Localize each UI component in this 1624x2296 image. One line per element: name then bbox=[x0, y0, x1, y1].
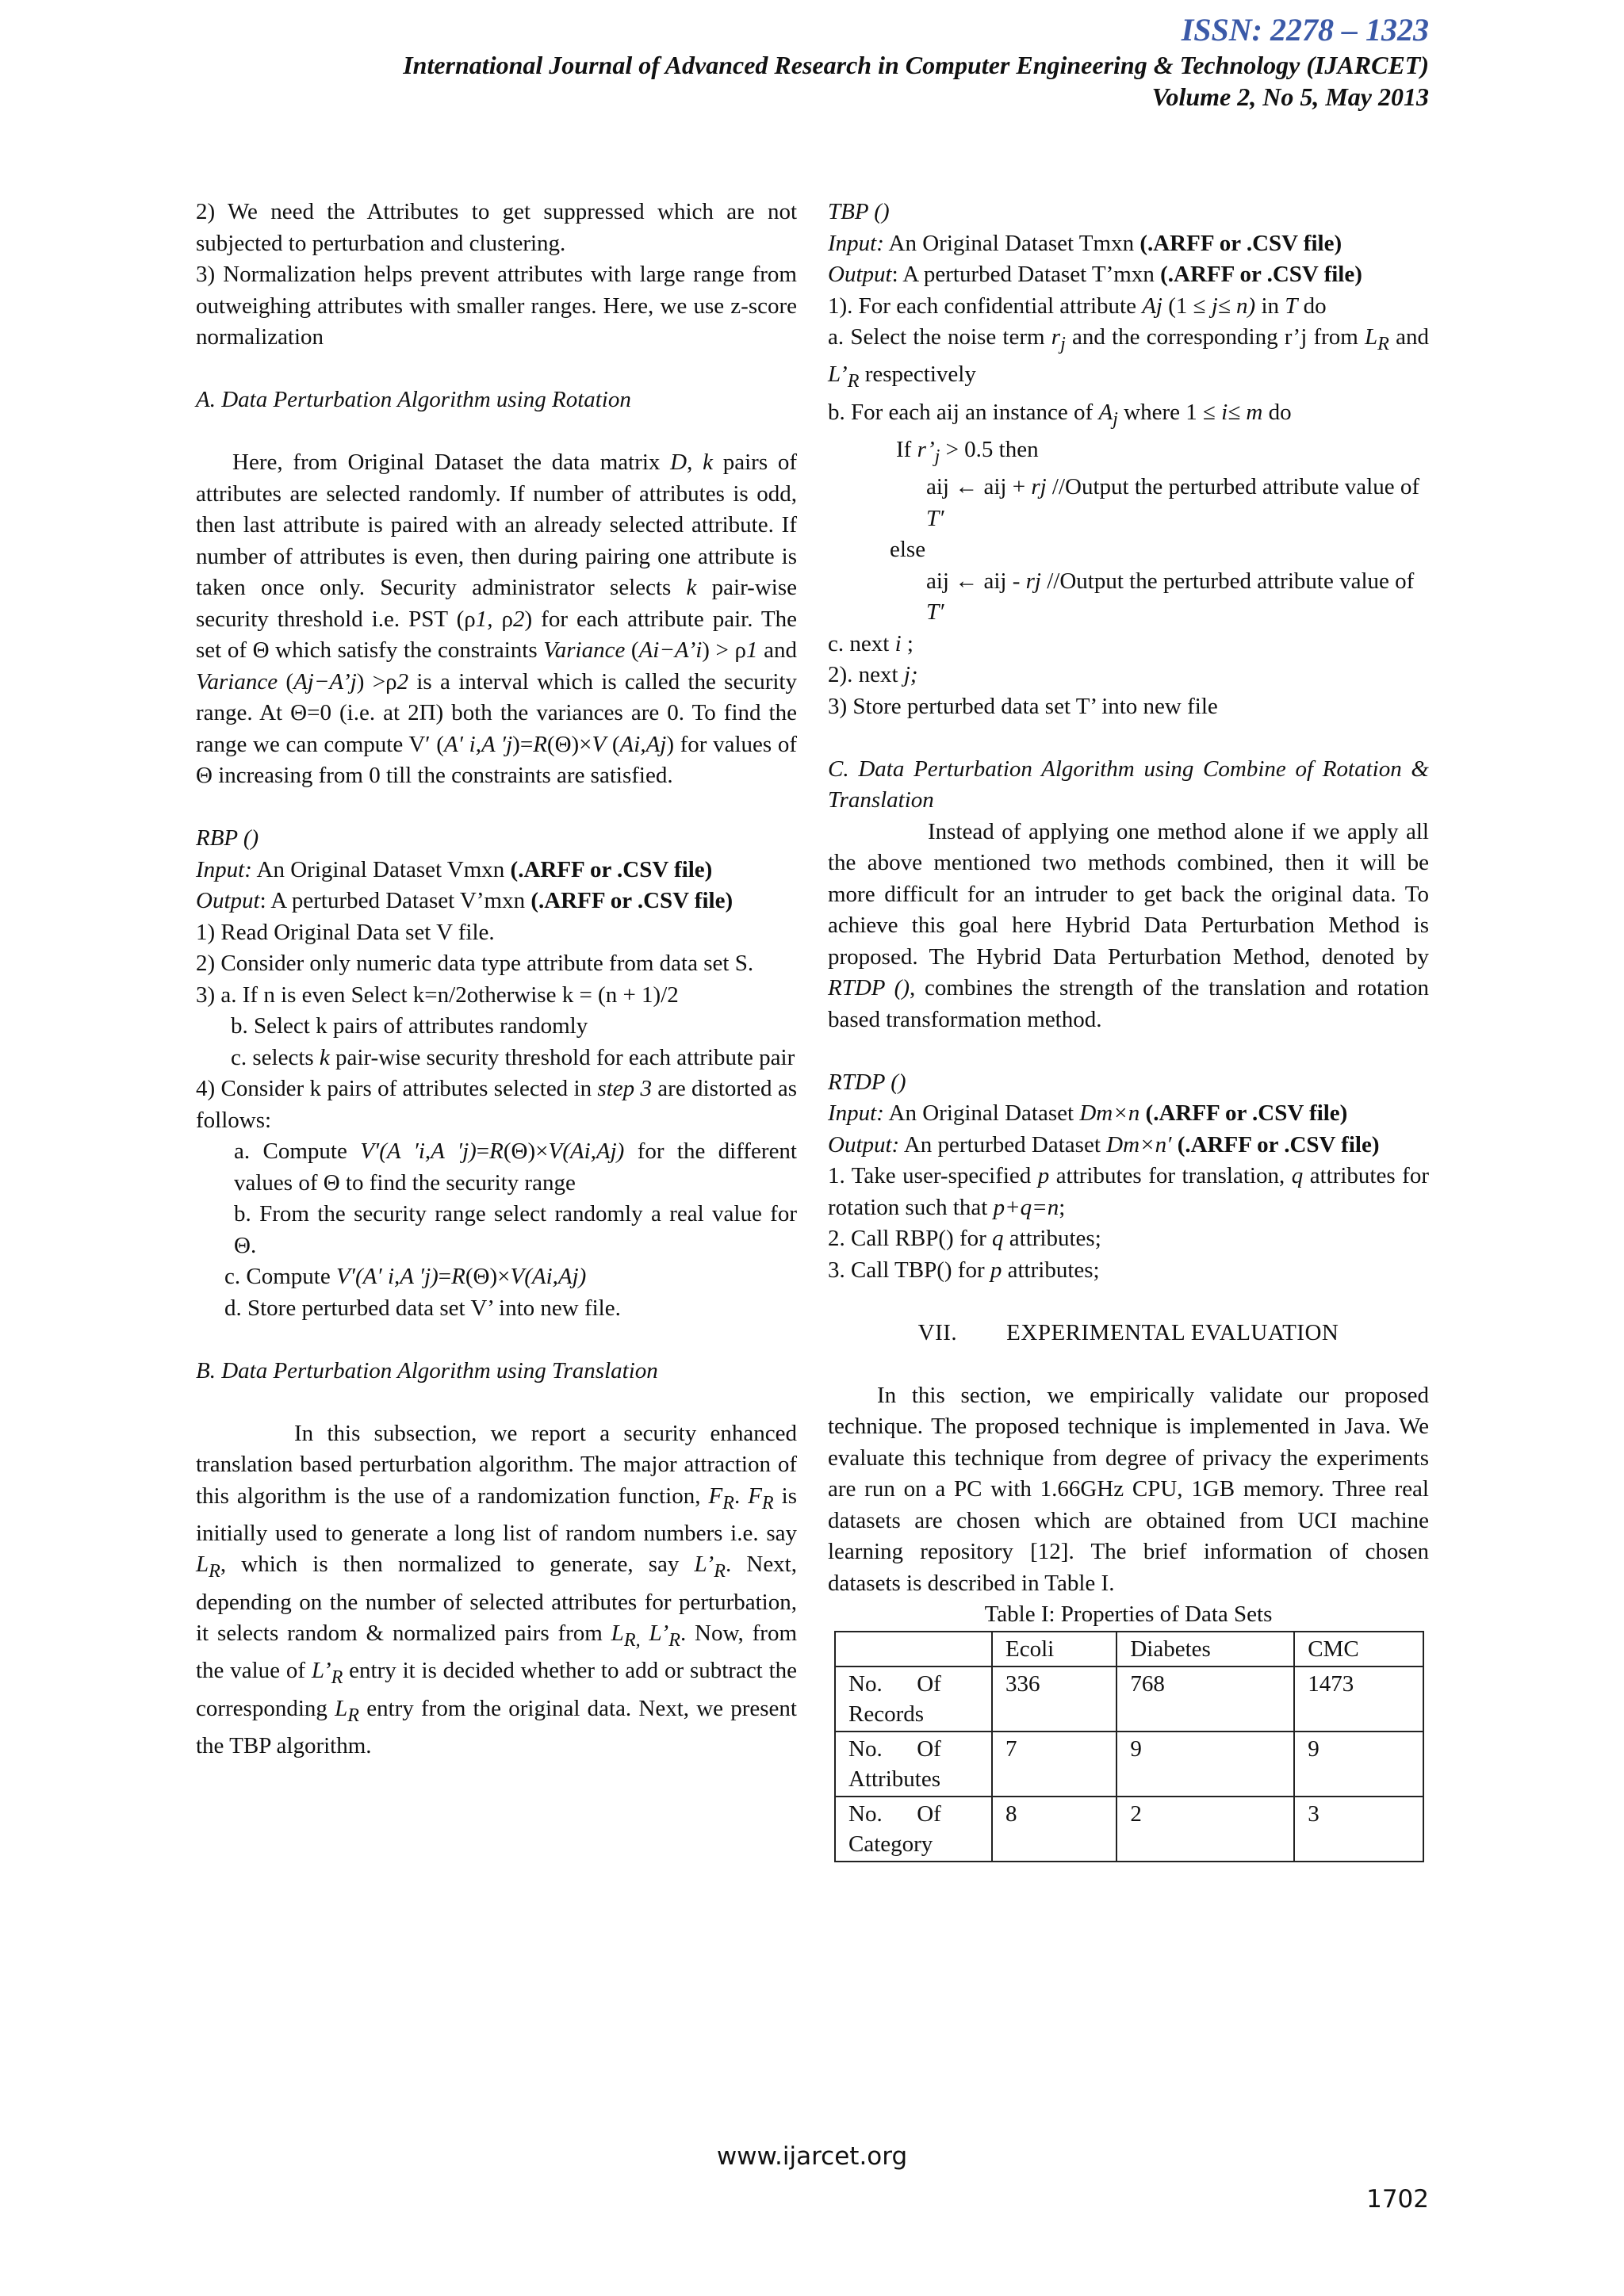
rbp-step: 3) a. If n is even Select k=n/2otherwise k = (n + 1)/2 bbox=[196, 982, 679, 1008]
table-header-cell: Ecoli bbox=[992, 1632, 1116, 1667]
paragraph: 2) We need the Attributes to get suppressed which are not subjected to perturbation and clustering. bbox=[196, 199, 797, 256]
table-cell: 9 bbox=[1116, 1732, 1294, 1797]
rtdp-step: 2. Call RBP() for q attributes; bbox=[828, 1226, 1101, 1252]
table-caption: Table I: Properties of Data Sets bbox=[984, 1601, 1273, 1628]
rbp-output: Output: A perturbed Dataset V’mxn (.ARFF or .CSV file) bbox=[196, 888, 733, 913]
table-header-cell: CMC bbox=[1294, 1632, 1423, 1667]
paragraph-translation: In this subsection, we report a security enhanced translation based perturbation algorithm. The major attraction of this algorithm is the use of a randomization function, $F_R$. $F_R$ is initially used to generate a long list of random numbers i.e. say $L_R$, which is then normalized to generate, say $L’_R$. Next, depending on the number of selected attributes for perturbation, it selects random & normalized pairs from $L_{R,}$ $L’_R$. Now, from the value of $L’_R$ entry it is decided whether to add or subtract the corresponding $L_R$ entry from the original data. Next, we present the TBP algorithm. bbox=[196, 1420, 798, 1758]
rtdp-step: 1. Take user-specified p attributes for translation, q attributes for rotation such that p+q=n; bbox=[828, 1163, 1429, 1220]
left-column bbox=[196, 197, 797, 1762]
table-row bbox=[835, 1667, 1423, 1732]
section-heading-vii: VII. EXPERIMENTAL EVALUATION bbox=[917, 1319, 1339, 1345]
rbp-input: Input: An Original Dataset Vmxn (.ARFF or .CSV file) bbox=[196, 856, 713, 882]
table-cell: 7 bbox=[992, 1732, 1116, 1797]
tbp-step: aij ← aij - rj //Output the perturbed attribute value of T′ bbox=[926, 568, 1415, 626]
table-cell: 768 bbox=[1116, 1667, 1294, 1732]
table-row bbox=[835, 1732, 1423, 1797]
rbp-step: d. Store perturbed data set V’ into new file. bbox=[224, 1295, 621, 1321]
algorithm-title-rbp: RBP () bbox=[196, 825, 259, 851]
rtdp-output: Output: An perturbed Dataset Dm×n′ (.ARFF or .CSV file) bbox=[828, 1131, 1380, 1158]
algorithm-title-tbp: TBP () bbox=[828, 199, 890, 224]
table-header-cell bbox=[835, 1632, 992, 1667]
table-cell: 3 bbox=[1294, 1797, 1423, 1862]
rbp-step: 1) Read Original Data set V file. bbox=[196, 919, 495, 945]
table-cell: No. Of Category bbox=[835, 1797, 992, 1862]
tbp-step: a. Select the noise term $r_j$ and the corresponding r’j from $L_R$ and $L’_R$ respectively bbox=[828, 324, 1430, 392]
table-cell: 336 bbox=[992, 1667, 1116, 1732]
section-heading-c: C. Data Perturbation Algorithm using Combine of Rotation & Translation bbox=[828, 756, 1429, 813]
table-cell: No. Of Records bbox=[835, 1667, 992, 1732]
table-row bbox=[835, 1797, 1423, 1862]
footer-url[interactable]: www.ijarcet.org bbox=[716, 2142, 908, 2171]
tbp-step: c. next i ; bbox=[828, 630, 914, 656]
table-cell: No. Of Attributes bbox=[835, 1732, 992, 1797]
tbp-step: 2). next j; bbox=[828, 662, 918, 688]
properties-table bbox=[834, 1631, 1424, 1862]
paragraph-hybrid: Instead of applying one method alone if we apply all the above mentioned two methods combined, then it will be more difficult for an intruder to get back the original data. To achieve this goal here Hybrid Data Perturbation Method is proposed. The Hybrid Data Perturbation Method, denoted by RTDP (), combines the strength of the translation and rotation based transformation method. bbox=[828, 818, 1429, 1032]
paragraph: 3) Normalization helps prevent attributes with large range from outweighing attributes with smaller ranges. Here, we use z-score normalization bbox=[196, 262, 797, 350]
table-header-row bbox=[835, 1632, 1423, 1667]
right-column bbox=[828, 197, 1429, 1862]
rbp-step: 2) Consider only numeric data type attribute from data set S. bbox=[196, 951, 754, 976]
section-heading-a: A. Data Perturbation Algorithm using Rotation bbox=[196, 387, 631, 412]
journal-title: International Journal of Advanced Research in Computer Engineering & Technology (IJARCET) bbox=[403, 51, 1429, 79]
page-number: 1702 bbox=[1366, 2185, 1429, 2214]
table-cell: 9 bbox=[1294, 1732, 1423, 1797]
issn: ISSN: 2278 – 1323 bbox=[1181, 12, 1429, 48]
section-heading-b: B. Data Perturbation Algorithm using Translation bbox=[196, 1357, 658, 1383]
rbp-step: 4) Consider k pairs of attributes selected in step 3 are distorted as follows: bbox=[196, 1076, 797, 1133]
table-cell: 1473 bbox=[1294, 1667, 1423, 1732]
table-cell: 2 bbox=[1116, 1797, 1294, 1862]
tbp-step: b. For each aij an instance of $A_j$ where 1 ≤ i≤ m do bbox=[828, 399, 1292, 430]
paragraph-rotation: Here, from Original Dataset the data matrix D, k pairs of attributes are selected randomly. If number of attributes is odd, then last attribute is paired with an already selected attribute. If number of attributes is even, then during pairing one attribute is taken once only. Security administrator selects k pair-wise security threshold i.e. PST (ρ1, ρ2) for each attribute pair. The set of Θ which satisfy the constraints Variance (Ai−A’i) > ρ1 and Variance (Aj−A’j) >ρ2 is a interval which is called the security range. At Θ=0 (i.e. at 2Π) both the variances are 0. To find the range we can compute V′ (A′ i,A ′j)=R(Θ)×V (Ai,Aj) for values of Θ increasing from 0 till the constraints are satisfied. bbox=[196, 450, 798, 788]
rbp-step: b. Select k pairs of attributes randomly bbox=[231, 1013, 588, 1039]
rtdp-step: 3. Call TBP() for p attributes; bbox=[828, 1257, 1100, 1283]
tbp-step: 1). For each confidential attribute Aj (1 ≤ j≤ n) in T do bbox=[828, 293, 1327, 319]
tbp-input: Input: An Original Dataset Tmxn (.ARFF or .CSV file) bbox=[828, 230, 1342, 256]
rbp-step: c. Compute V′(A′ i,A ′j)=R(Θ)×V(Ai,Aj) bbox=[224, 1264, 587, 1289]
rbp-step: c. selects k pair-wise security threshold for each attribute pair bbox=[231, 1044, 795, 1070]
tbp-step: 3) Store perturbed data set T’ into new file bbox=[828, 693, 1218, 719]
table-header-cell: Diabetes bbox=[1116, 1632, 1294, 1667]
rbp-step: b. From the security range select randomly a real value for Θ. bbox=[234, 1201, 797, 1258]
tbp-output: Output: A perturbed Dataset T’mxn (.ARFF or .CSV file) bbox=[828, 262, 1362, 287]
rtdp-input: Input: An Original Dataset Dm×n (.ARFF or .CSV file) bbox=[828, 1100, 1348, 1127]
algorithm-title-rtdp: RTDP () bbox=[828, 1069, 906, 1095]
journal-volume: Volume 2, No 5, May 2013 bbox=[1151, 82, 1429, 111]
tbp-step: aij ← aij + rj //Output the perturbed attribute value of T′ bbox=[926, 474, 1419, 531]
rbp-step: a. Compute V′(A ′i,A ′j)=R(Θ)×V(Ai,Aj) for the different values of Θ to find the security range bbox=[234, 1138, 797, 1196]
table-cell: 8 bbox=[992, 1797, 1116, 1862]
paragraph-evaluation: In this section, we empirically validate our proposed technique. The proposed technique is implemented in Java. We evaluate this technique from degree of privacy the experiments are run on a PC with 1.66GHz CPU, 1GB memory. Three real datasets are chosen which are obtained from UCI machine learning repository [12]. The brief information of chosen datasets is described in Table I. bbox=[828, 1382, 1429, 1596]
tbp-step: If $r’_j > 0.5$ then bbox=[896, 436, 1039, 467]
tbp-step: else bbox=[890, 537, 926, 563]
